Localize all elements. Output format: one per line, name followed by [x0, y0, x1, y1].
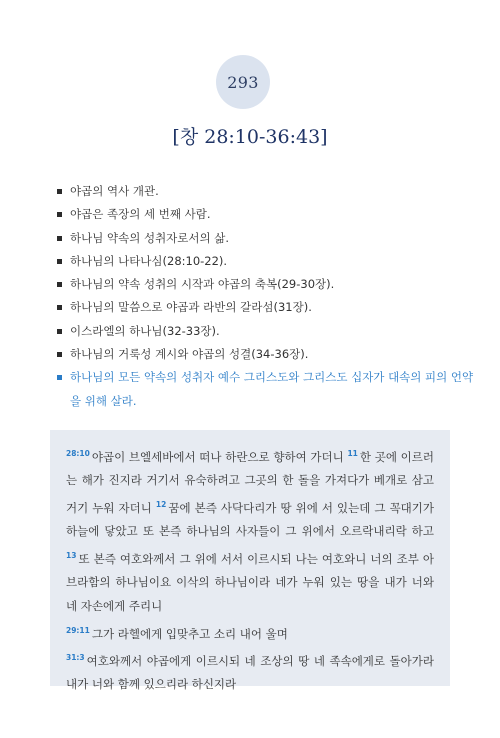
summary-item: 하나님의 약속 성취의 시작과 야곱의 축복(29-30장).	[56, 273, 476, 296]
verse-number: 31:3	[66, 653, 85, 663]
summary-item: 야곱은 족장의 세 번째 사람.	[56, 203, 476, 226]
summary-item-highlighted: 하나님의 모든 약속의 성취자 예수 그리스도와 그리스도 십자가 대속의 피의 언약을 위해 살라.	[56, 366, 476, 413]
scripture-paragraph	[66, 619, 434, 646]
verse-number: 29:11	[66, 625, 90, 635]
verse-number: 28:10	[66, 449, 90, 458]
verse-text: 한 곳에 이르러는 해가 진지라 거기서 유숙하려고 그곳의 한 돌을 가져다가 베개로 삼고 거기 누워 자더니	[66, 449, 434, 515]
scripture-paragraph	[66, 646, 434, 697]
summary-item: 하나님 약속의 성취자로서의 삶.	[56, 227, 476, 250]
page-number: 293	[227, 72, 259, 92]
verse-text: 꿈에 본즉 사닥다리가 땅 위에 서 있는데 그 꼭대기가 하늘에 닿았고 또 본즉 하나님의 사자들이 그 위에서 오르락내리락 하고	[66, 500, 434, 539]
summary-item: 하나님의 나타나심(28:10-22).	[56, 250, 476, 273]
verse-text: 야곱이 브엘세바에서 떠나 하란으로 향하여 가더니	[91, 449, 348, 464]
verse-text: 그가 라헬에게 입맞추고 소리 내어 울며	[91, 626, 288, 641]
page-number-badge	[216, 55, 270, 109]
summary-item: 이스라엘의 하나님(32-33장).	[56, 320, 476, 343]
scripture-paragraph	[66, 442, 434, 619]
scripture-box	[50, 430, 450, 692]
summary-item: 하나님의 말씀으로 야곱과 라반의 갈라섬(31장).	[56, 296, 476, 319]
summary-item: 야곱의 역사 개관.	[56, 180, 476, 203]
summary-item: 하나님의 거룩성 계시와 야곱의 성결(34-36장).	[56, 343, 476, 366]
verse-number: 12	[155, 500, 167, 510]
summary-list	[56, 180, 476, 413]
verse-number: 13	[66, 551, 77, 561]
verse-text: 여호와께서 야곱에게 이르시되 네 조상의 땅 네 족속에게로 돌아가라 내가 너와 함께 있으리라 하신지라	[66, 653, 434, 692]
verse-text: 또 본즉 여호와께서 그 위에 서서 이르시되 나는 여호와니 너의 조부 아브라함의 하나님이요 이삭의 하나님이라 네가 누워 있는 땅을 내가 너와 네 자손에게 주리니	[66, 551, 434, 614]
verse-number: 11	[347, 449, 358, 458]
scripture-reference-heading: [창 28:10-36:43]	[172, 126, 328, 148]
